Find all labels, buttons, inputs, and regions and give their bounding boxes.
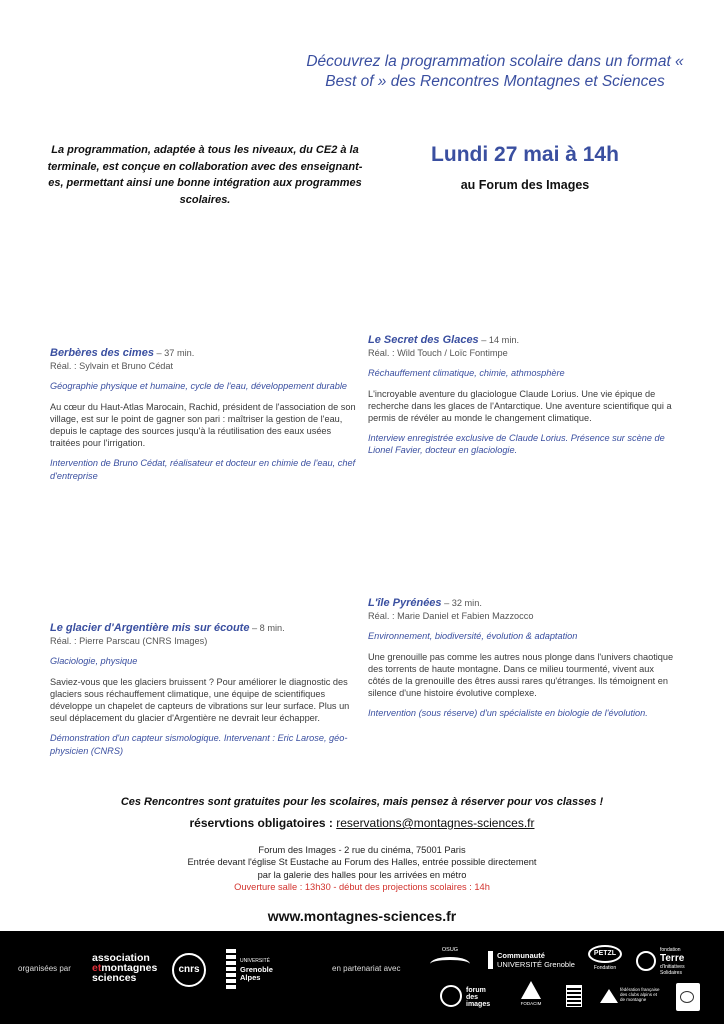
film-director: Réal. : Marie Daniel et Fabien Mazzocco: [368, 611, 534, 622]
film-themes: Géographie physique et humaine, cycle de l'eau, développement durable: [50, 381, 347, 392]
event-date: Lundi 27 mai à 14h: [431, 143, 619, 166]
intro-title: Découvrez la programmation scolaire dans un format « Best of » des Rencontres Montagnes et Sciences: [306, 53, 684, 90]
film-note: Intervention (sous réserve) d'un spécialiste en biologie de l'évolution.: [368, 708, 648, 719]
film-note: Démonstration d'un capteur sismologique. Intervenant : Eric Larose, géo-physicien (CNRS): [50, 733, 348, 756]
opening-hours: Ouverture salle : 13h30 - début des projections scolaires : 14h: [234, 882, 490, 893]
film-director: Réal. : Sylvain et Bruno Cédat: [50, 361, 174, 372]
fodacim-logo: FODACIM: [518, 981, 544, 1006]
event-venue: au Forum des Images: [460, 178, 590, 192]
film-description: Une grenouille pas comme les autres nous plonge dans l'univers chaotique des torrents de haute montagne. Dans ce milieu tourmenté, vivent aux côtés de la grenouille des êtres aussi rares qu'étranges. Ils témoignent en silence d'une histoire évolutive complexe.: [368, 651, 674, 699]
universite-grenoble-alpes-logo: UNIVERSITÉ Grenoble Alpes: [226, 949, 286, 991]
address-line: Entrée devant l'église St Eustache au Forum des Halles, entrée possible directement: [187, 857, 537, 868]
intro-text: La programmation, adaptée à tous les niveaux, du CE2 à la terminale, est conçue en collaboration avec des enseignant-es, permettant ainsi une bonne intégration aux programmes scolaires.: [47, 144, 363, 206]
film-description: L'incroyable aventure du glaciologue Claude Lorius. Une vie épique de recherche dans les glaces de l'Antarctique. Une aventure scientifique qui a permis de révéler au monde le changement climatique.: [368, 388, 672, 424]
ffcam-logo: fédération française des clubs alpins et de montagne: [600, 985, 660, 1009]
partner-stamp-logo: [566, 985, 582, 1007]
film-themes: Environnement, biodiversité, évolution & adaptation: [368, 631, 578, 642]
osug-logo: OSUG: [430, 947, 470, 973]
film-ile-pyrenees: [368, 597, 674, 720]
film-title: Le glacier d'Argentière mis sur écoute: [50, 622, 250, 634]
association-montagnes-sciences-logo: association etmontagnes sciences: [92, 952, 158, 984]
film-berberes-des-cimes: [50, 347, 356, 482]
film-description: Saviez-vous que les glaciers bruissent ? Pour améliorer le diagnostic des glaciers sous réchauffement climatique, une équipe de scientifiques développe un chapelet de capteurs de vibrations sur leur surface. Plus un seul déplacement du glacier d'Argentière ne devrait leur échapper.: [50, 676, 350, 724]
address-block: [150, 844, 574, 894]
film-duration: – 32 min.: [441, 598, 482, 608]
film-title: Berbères des cimes: [50, 347, 154, 359]
reservation-label: réservtions obligatoires :: [189, 816, 337, 830]
address-line: par la galerie des halles pour les arrivées en métro: [257, 869, 467, 880]
film-title: Le Secret des Glaces: [368, 334, 479, 346]
organised-by-label: organisées par: [18, 964, 71, 973]
film-le-secret-des-glaces: [368, 334, 674, 457]
partners-label: en partenariat avec: [332, 964, 401, 973]
communaute-universite-grenoble-logo: Communauté UNIVERSITÉ Grenoble: [488, 951, 575, 969]
address-line: Forum des Images - 2 rue du cinéma, 75001 Paris: [258, 845, 466, 855]
film-duration: – 37 min.: [153, 348, 195, 358]
film-themes: Réchauffement climatique, chimie, athmosphère: [368, 368, 565, 379]
film-themes: Glaciologie, physique: [50, 656, 138, 667]
cnrs-logo: cnrs: [172, 953, 206, 987]
film-title: L'île Pyrénées: [368, 597, 442, 609]
partner-badge-logo: [676, 983, 700, 1011]
reservation-email-link[interactable]: reservations@montagnes-sciences.fr: [336, 816, 535, 830]
petzl-fondation-logo: PETZL Fondation: [588, 945, 622, 971]
film-note: Intervention de Bruno Cédat, réalisateur et docteur en chimie de l'eau, chef d'entreprise: [50, 458, 356, 481]
film-director: Réal. : Pierre Parscau (CNRS Images): [50, 636, 208, 647]
film-glacier-argentiere: [50, 622, 356, 757]
fondation-terre-logo: fondation Terre d'Initiatives Solidaires: [636, 945, 706, 979]
film-duration: – 8 min.: [249, 623, 285, 633]
free-entry-note: Ces Rencontres sont gratuites pour les scolaires, mais pensez à réserver pour vos classes !: [120, 796, 604, 808]
partners-footer: organisées par association etmontagnes sciences cnrs UNIVERSITÉ Grenoble Alpes en partenariat avec OSUG Communauté UNIVERSITÉ Grenoble PETZL Fondation fondation Terre d'Initiatives Solidaires forum des images FODACIM fédération française des clubs alpins et de montagne: [0, 931, 724, 1024]
film-description: Au cœur du Haut-Atlas Marocain, Rachid, président de l'association de son village, est sur le point de gagner son pari : maîtriser la gestion de l'eau, depuis le captage des sources jusqu'à la réutilisation des eaux usées traitées pour l'irrigation.: [50, 401, 356, 449]
reservation-line: [40, 816, 684, 830]
website-link[interactable]: www.montagnes-sciences.fr: [267, 908, 457, 924]
film-note: Interview enregistrée exclusive de Claude Lorius. Présence sur scène de Lionel Favier, docteur en glaciologie.: [368, 433, 665, 456]
film-director: Réal. : Wild Touch / Loïc Fontimpe: [368, 348, 508, 359]
film-duration: – 14 min.: [478, 335, 520, 345]
